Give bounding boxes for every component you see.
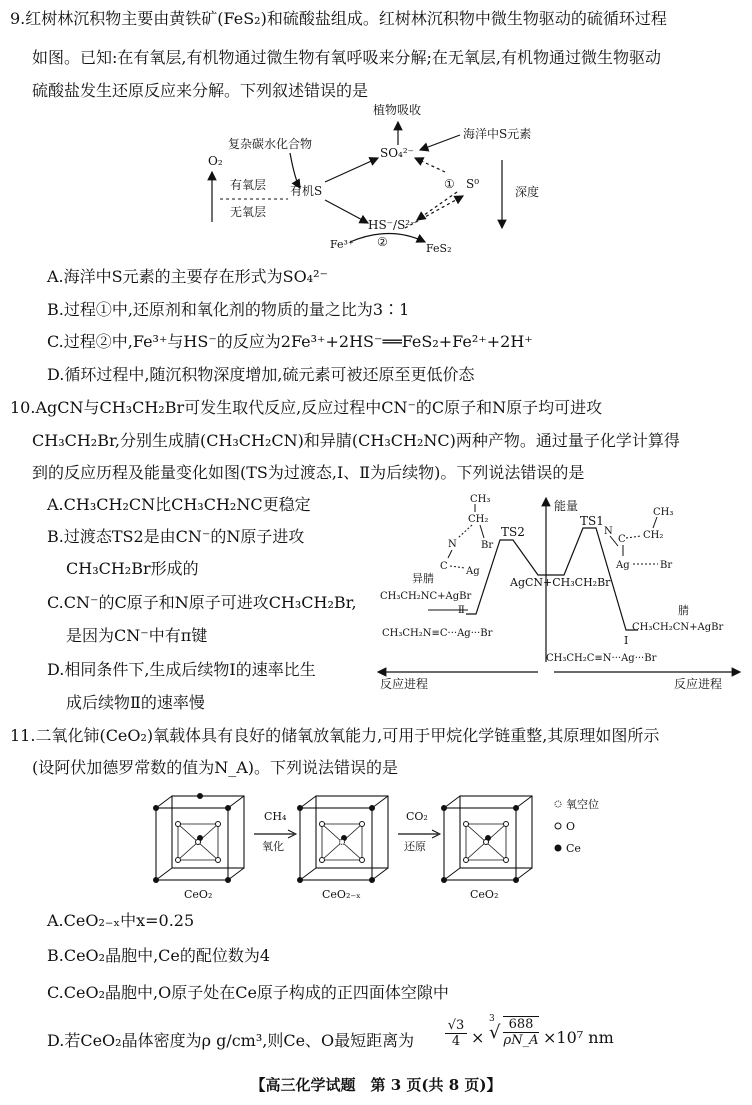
ts2-br: Br — [481, 540, 494, 551]
ts2-ch2: CH₂ — [468, 514, 489, 525]
label-anaerobic-layer: 无氧层 — [230, 205, 267, 219]
label-plant-uptake: 植物吸收 — [373, 103, 422, 117]
label-hs-s2: HS⁻/S²⁻ — [368, 218, 417, 232]
label-nitrile-product: CH₃CH₂CN+AgBr — [632, 622, 724, 633]
label-ts1: TS1 — [580, 514, 604, 528]
label-fe3: Fe³⁺ — [330, 238, 354, 251]
label-isonitrile: 异腈 — [412, 572, 434, 585]
label-roman-1: Ⅰ — [624, 634, 629, 647]
sulfur-cycle-diagram — [180, 100, 570, 260]
ts1-ag: Ag — [616, 560, 630, 571]
ts2-n: N — [448, 539, 457, 550]
q11-stem-line-1: 11.二氧化铈(CeO₂)氧载体具有良好的储氧放氧能力,可用于甲烷化学链重整,其原理如图所示 — [10, 726, 660, 745]
label-isonitrile-product: CH₃CH₂NC+AgBr — [380, 591, 472, 602]
option-d-prefix: D.若CeO₂晶体密度为ρ g/cm³,则Ce、O最短距离为 — [47, 1031, 415, 1050]
q10-option-c-2: 是因为CN⁻中有π键 — [66, 626, 208, 645]
ts2-ch3: CH₃ — [470, 494, 491, 505]
step1-reagent: CH₄ — [264, 810, 287, 823]
process-1-marker: ① — [444, 177, 455, 191]
q11-option-b: B.CeO₂晶胞中,Ce的配位数为4 — [47, 946, 271, 965]
ts1-n: N — [604, 526, 613, 537]
label-complex-carbohydrate: 复杂碳水化合物 — [228, 137, 313, 151]
ceria-cycle-diagram — [148, 790, 608, 908]
q11-option-a: A.CeO₂₋ₓ中x=0.25 — [47, 911, 195, 930]
energy-profile-diagram — [368, 490, 748, 690]
q11-stem-line-2: (设阿伏加德罗常数的值为N_A)。下列说法错误的是 — [32, 758, 399, 777]
option-d-root-index: 3 — [489, 1014, 495, 1024]
q10-option-b-1: B.过渡态TS2是由CN⁻的N原子进攻 — [47, 527, 305, 546]
cell-label-2: CeO₂₋ₓ — [322, 888, 361, 901]
label-ts2: TS2 — [501, 525, 525, 539]
option-d-denominator: ρN_A — [503, 1033, 539, 1048]
q10-stem-line-1: 10.AgCN与CH₃CH₂Br可发生取代反应,反应过程中CN⁻的C原子和N原子均可进攻 — [10, 398, 603, 417]
ts2-ag: Ag — [466, 566, 480, 577]
label-fes2: FeS₂ — [426, 242, 452, 255]
ts1-c: C — [618, 534, 626, 545]
ts1-br: Br — [660, 560, 673, 571]
q10-option-b-2: CH₃CH₂Br形成的 — [66, 559, 199, 578]
legend-ce-marker — [555, 845, 562, 852]
cell-label-1: CeO₂ — [184, 888, 213, 901]
label-roman-2: Ⅱ — [458, 605, 465, 616]
q9-option-d: D.循环过程中,随沉积物深度增加,硫元素可被还原至更低价态 — [47, 365, 475, 384]
page-footer: 【高三化学试题 第 3 页(共 8 页)】 — [250, 1076, 502, 1094]
step1-process: 氧化 — [262, 840, 284, 853]
label-isonitrile-complex: CH₃CH₂N≡C···Ag···Br — [382, 628, 493, 639]
legend-o-marker — [555, 823, 561, 829]
option-d-numerator: 688 — [503, 1017, 539, 1033]
option-d-sqrt3: √3 — [445, 1018, 467, 1034]
q10-stem-line-2: CH₃CH₂Br,分别生成腈(CH₃CH₂CN)和异腈(CH₃CH₂NC)两种产物。通过量子化学计算得 — [32, 431, 680, 450]
q10-option-a: A.CH₃CH₂CN比CH₃CH₂NC更稳定 — [47, 495, 311, 514]
ts1-ch3: CH₃ — [653, 507, 674, 518]
ts2-c: C — [440, 561, 448, 572]
legend-vacancy: 氧空位 — [566, 798, 599, 811]
legend-o: O — [566, 820, 576, 833]
q10-option-d-2: 成后续物Ⅱ的速率慢 — [66, 693, 205, 712]
axis-progress-right: 反应进程 — [674, 677, 723, 690]
q9-option-a: A.海洋中S元素的主要存在形式为SO₄²⁻ — [47, 267, 328, 286]
label-s0: S⁰ — [466, 177, 480, 191]
q10-stem-line-3: 到的反应历程及能量变化如图(TS为过渡态,Ⅰ、Ⅱ为后续物)。下列说法错误的是 — [32, 463, 585, 482]
crystal-cell-ceo2-x — [297, 796, 388, 883]
process-2-marker: ② — [377, 235, 388, 249]
q9-option-c: C.过程②中,Fe³⁺与HS⁻的反应为2Fe³⁺+2HS⁻══FeS₂+Fe²⁺+2H⁺ — [47, 332, 533, 351]
q10-option-c-1: C.CN⁻的C原子和N原子可进攻CH₃CH₂Br, — [47, 593, 357, 612]
q10-option-d-1: D.相同条件下,生成后续物Ⅰ的速率比生 — [47, 660, 316, 679]
step2-reagent: CO₂ — [406, 810, 428, 823]
label-depth: 深度 — [515, 185, 540, 199]
option-d-four: 4 — [451, 1034, 461, 1049]
axis-progress-left: 反应进程 — [380, 677, 429, 690]
crystal-cell-ceo2-initial — [153, 793, 244, 883]
label-organic-sulfur: 有机S — [290, 184, 323, 198]
label-nitrile: 腈 — [678, 604, 689, 617]
label-reactants: AgCN+CH₃CH₂Br — [510, 576, 611, 589]
q11-option-d: D.若CeO₂晶体密度为ρ g/cm³,则Ce、O最短距离为 √3 4 × 3 √ $\frac{688}{\rho N\_A}$ ×10⁷ nm — [47, 1014, 614, 1050]
option-d-suffix: ×10⁷ nm — [543, 1028, 614, 1047]
label-ocean-sulfur: 海洋中S元素 — [463, 127, 532, 141]
option-d-times-1: × — [471, 1028, 485, 1047]
label-aerobic-layer: 有氧层 — [230, 178, 267, 192]
q9-stem-line-2: 如图。已知:在有氧层,有机物通过微生物有氧呼吸来分解;在无氧层,有机物通过微生物驱动 — [32, 48, 661, 67]
q9-option-b: B.过程①中,还原剂和氧化剂的物质的量之比为3∶1 — [47, 300, 410, 319]
label-o2: O₂ — [208, 154, 223, 168]
label-sulfate: SO₄²⁻ — [380, 146, 415, 160]
q9-stem-line-3: 硫酸盐发生还原反应来分解。下列叙述错误的是 — [32, 81, 369, 100]
step2-process: 还原 — [404, 840, 426, 853]
crystal-cell-ceo2-final — [441, 796, 532, 883]
label-nitrile-complex: CH₃CH₂C≡N···Ag···Br — [546, 653, 657, 664]
legend-ce: Ce — [566, 842, 581, 855]
q11-option-c: C.CeO₂晶胞中,O原子处在Ce原子构成的正四面体空隙中 — [47, 983, 449, 1002]
legend-vacancy-marker — [555, 801, 561, 807]
axis-energy-label: 能量 — [554, 499, 579, 513]
ts1-ch2: CH₂ — [643, 530, 664, 541]
q9-stem-line-1: 9.红树林沉积物主要由黄铁矿(FeS₂)和硫酸盐组成。红树林沉积物中微生物驱动的硫循环过程 — [10, 9, 667, 28]
cell-label-3: CeO₂ — [470, 888, 499, 901]
